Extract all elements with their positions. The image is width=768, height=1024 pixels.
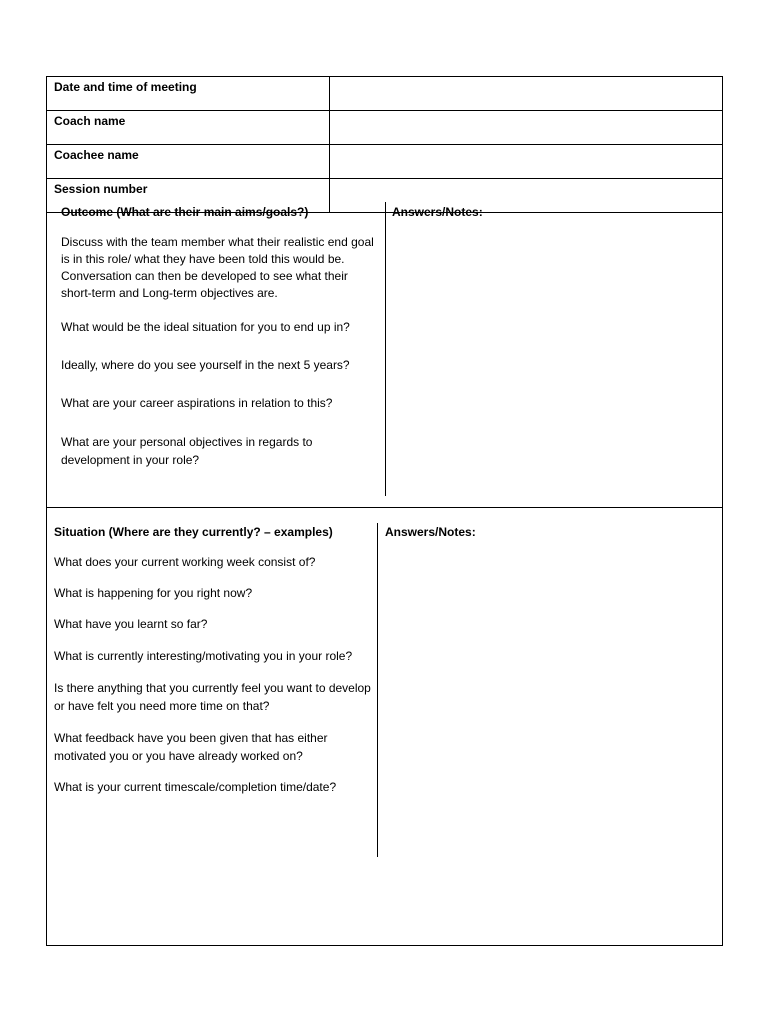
situation-answers-label: Answers/Notes:	[385, 525, 476, 539]
info-row-coachee	[47, 145, 723, 179]
outcome-paragraph: Discuss with the team member what their realistic end goal is in this role/ what they have been told this would be. Conversation can then be developed to see what their short-term and Long-term objectives are.	[61, 235, 374, 300]
situation-question: What feedback have you been given that has either motivated you or you have already worked on?	[54, 731, 328, 763]
session-number-label: Session number	[47, 179, 330, 213]
outcome-column-divider	[385, 202, 386, 496]
situation-title: Situation (Where are they currently? – examples)	[54, 525, 333, 539]
outcome-question: What are your personal objectives in regards to development in your role?	[61, 435, 313, 467]
outcome-question: What are your career aspirations in relation to this?	[61, 396, 333, 410]
situation-question: What is your current timescale/completion time/date?	[54, 780, 337, 794]
outcome-title: Outcome (What are their main aims/goals?)	[61, 205, 309, 219]
coach-name-label: Coach name	[47, 111, 330, 145]
outcome-answers-area[interactable]	[390, 222, 718, 502]
situation-answers-area[interactable]	[383, 542, 718, 940]
situation-column-divider	[377, 523, 378, 857]
session-info-table	[46, 76, 723, 213]
coachee-name-label: Coachee name	[47, 145, 330, 179]
date-time-field[interactable]	[330, 77, 723, 111]
section-divider	[46, 507, 723, 508]
situation-question: What have you learnt so far?	[54, 617, 208, 631]
outcome-answers-label: Answers/Notes:	[392, 205, 483, 219]
situation-question: What is currently interesting/motivating you in your role?	[54, 649, 353, 663]
situation-section	[54, 524, 372, 796]
situation-question: Is there anything that you currently feel you want to develop or have felt you need more time on that?	[54, 681, 371, 713]
info-row-date	[47, 77, 723, 111]
coachee-name-field[interactable]	[330, 145, 723, 179]
situation-question: What is happening for you right now?	[54, 586, 253, 600]
info-row-coach	[47, 111, 723, 145]
situation-question: What does your current working week consist of?	[54, 555, 316, 569]
outcome-section	[61, 204, 379, 469]
coach-name-field[interactable]	[330, 111, 723, 145]
date-time-label: Date and time of meeting	[47, 77, 330, 111]
outcome-question: What would be the ideal situation for you to end up in?	[61, 320, 350, 334]
outcome-question: Ideally, where do you see yourself in the next 5 years?	[61, 358, 350, 372]
